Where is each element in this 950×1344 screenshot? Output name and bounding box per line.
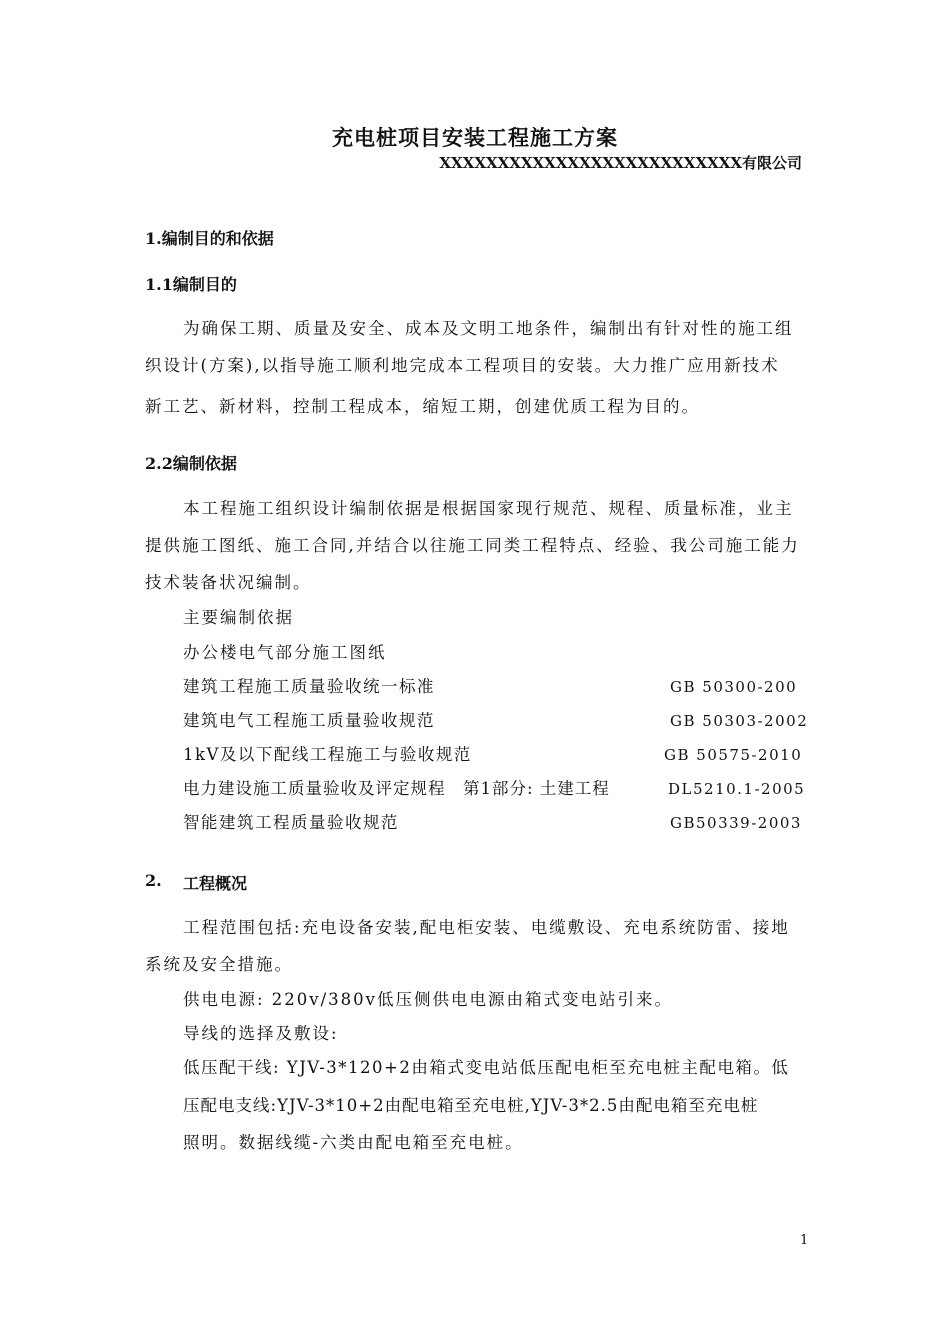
standard-code: GB 50300-200 [670, 678, 798, 696]
paragraph-line: 导线的选择及敷设: [183, 1024, 339, 1043]
paragraph-line: 照明。数据线缆-六类由配电箱至充电桩。 [183, 1133, 524, 1152]
paragraph-line: 技术装备状况编制。 [145, 573, 312, 592]
standard-name: 智能建筑工程质量验收规范 [183, 813, 399, 832]
paragraph-line: 织设计(方案),以指导施工顺利地完成本工程项目的安装。大力推广应用新技术 [145, 356, 780, 375]
basis-label: 主要编制依据 [183, 608, 294, 627]
standard-name: 建筑电气工程施工质量验收规范 [183, 711, 435, 730]
section-heading-1-1: 1.1编制目的 [145, 275, 237, 294]
standard-code: GB 50575-2010 [664, 746, 803, 764]
document-title: 充电桩项目安装工程施工方案 [332, 125, 618, 150]
standard-code: DL5210.1-2005 [668, 780, 806, 798]
paragraph-line: 提供施工图纸、施工合同,并结合以往施工同类工程特点、经验、我公司施工能力 [145, 536, 800, 555]
paragraph-line: 新工艺、新材料，控制工程成本，缩短工期，创建优质工程为目的。 [145, 397, 700, 416]
section-heading-2-number: 2. [145, 871, 162, 890]
standard-code: GB 50303-2002 [670, 712, 809, 730]
paragraph-line: 为确保工期、质量及安全、成本及文明工地条件，编制出有针对性的施工组 [183, 319, 794, 338]
standard-name: 电力建设施工质量验收及评定规程 第1部分: 土建工程 [183, 779, 610, 798]
section-heading-2-text: 工程概况 [183, 874, 248, 893]
page-number: 1 [800, 1233, 809, 1248]
paragraph-line: 低压配干线: YJV-3*120+2由箱式变电站低压配电柜至充电桩主配电箱。低 [183, 1058, 790, 1077]
paragraph-line: 供电电源: 220v/380v低压侧供电电源由箱式变电站引来。 [183, 990, 673, 1009]
standard-name: 建筑工程施工质量验收统一标准 [183, 677, 435, 696]
paragraph-line: 本工程施工组织设计编制依据是根据国家现行规范、规程、质量标准，业主 [183, 499, 794, 518]
paragraph-line: 系统及安全措施。 [145, 955, 293, 974]
section-heading-1: 1.编制目的和依据 [145, 229, 274, 248]
company-name: XXXXXXXXXXXXXXXXXXXXXXXXXX有限公司 [439, 154, 802, 172]
standard-code: GB50339-2003 [670, 814, 802, 832]
paragraph-line: 工程范围包括:充电设备安装,配电柜安装、电缆敷设、充电系统防雷、接地 [183, 918, 790, 937]
basis-drawings: 办公楼电气部分施工图纸 [183, 643, 387, 662]
paragraph-line: 压配电支线:YJV-3*10+2由配电箱至充电桩,YJV-3*2.5由配电箱至充电桩 [183, 1096, 759, 1115]
standard-name: 1kV及以下配线工程施工与验收规范 [183, 745, 472, 764]
section-heading-2-2: 2.2编制依据 [145, 454, 237, 473]
